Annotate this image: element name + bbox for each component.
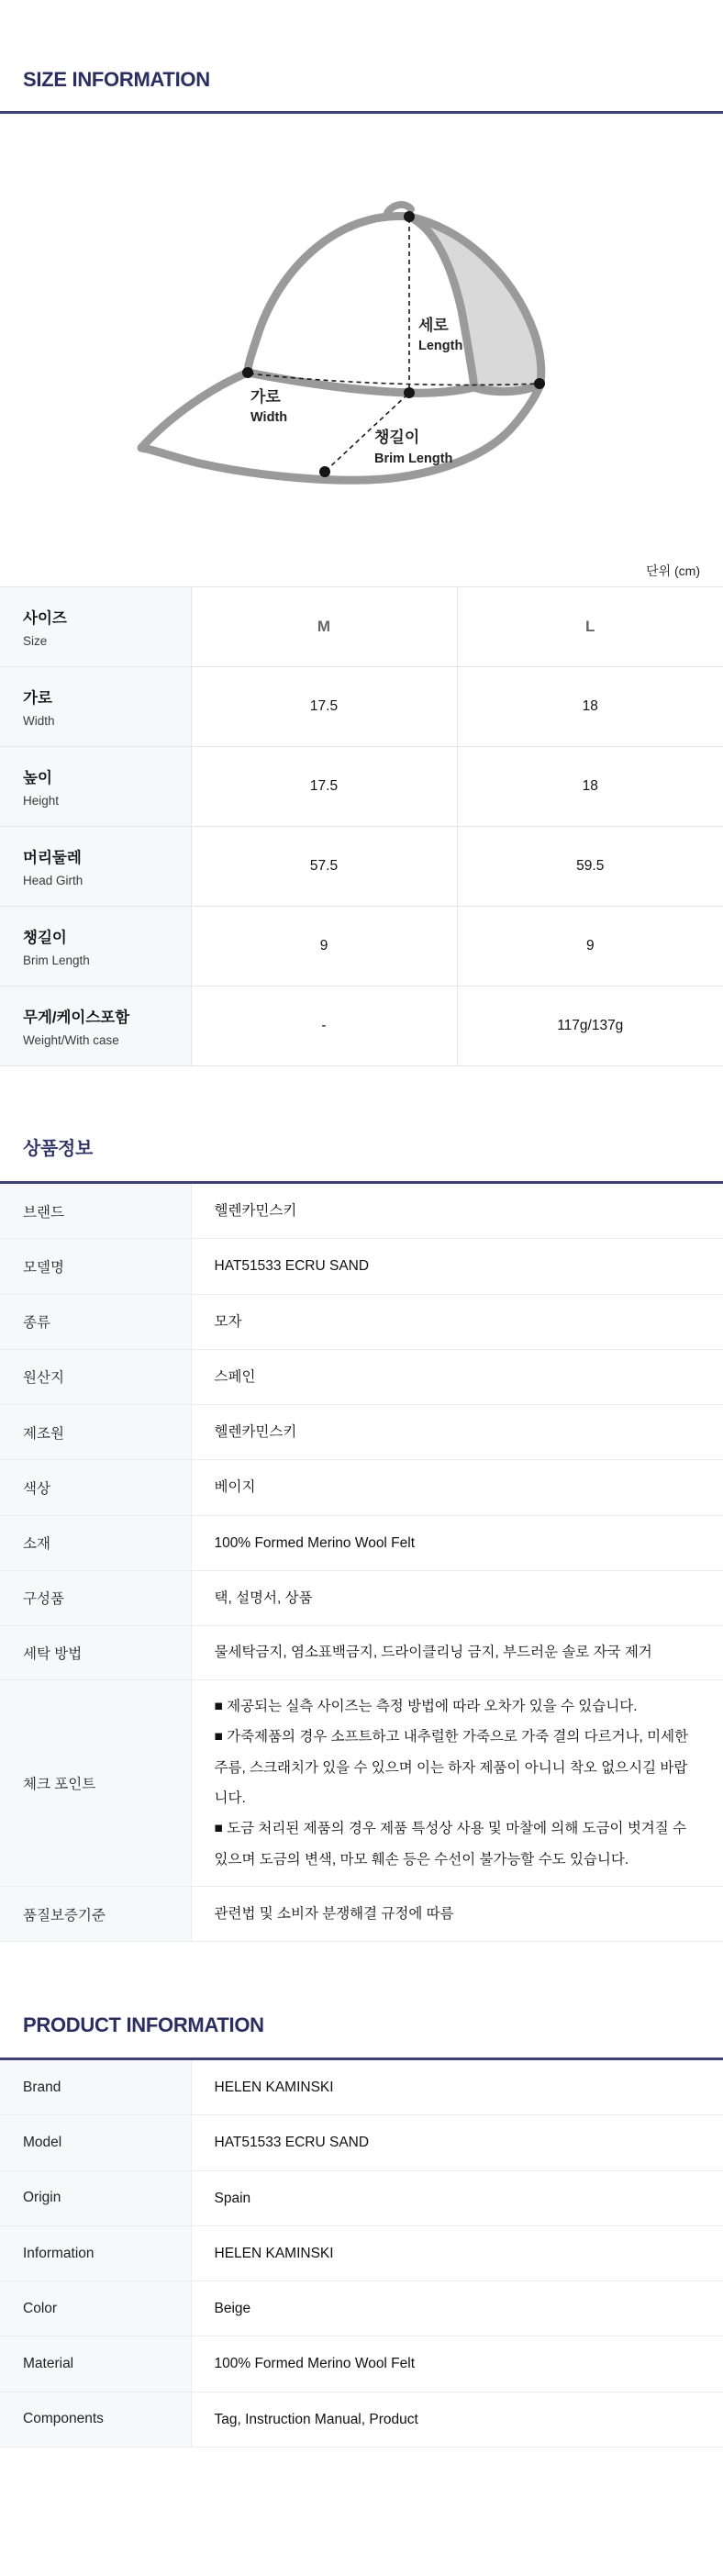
table-row (0, 1626, 723, 1680)
row-label (0, 907, 191, 987)
row-value: Beige (191, 2281, 723, 2336)
row-label-ko: 머리둘레 (23, 850, 82, 866)
row-value-l: 18 (457, 667, 723, 747)
table-row (0, 747, 723, 827)
row-value: HELEN KAMINSKI (191, 2060, 723, 2115)
row-label: Information (0, 2225, 191, 2280)
row-value-m: 17.5 (191, 667, 457, 747)
check-point-paragraph: ■ 도금 처리된 제품의 경우 제품 특성상 사용 및 마찰에 의해 도금이 벗겨질 수 있으며 도금의 변색, 마모 훼손 등은 수선이 불가능할 수도 있습니다. (214, 1821, 687, 1868)
table-row (0, 2281, 723, 2336)
table-row (0, 827, 723, 907)
cap-measurement-diagram (0, 152, 723, 551)
row-value-l: 59.5 (457, 827, 723, 907)
row-value: 헬렌카민스키 (191, 1405, 723, 1460)
table-row (0, 2115, 723, 2170)
row-label: Color (0, 2281, 191, 2336)
row-value: Spain (191, 2170, 723, 2225)
diagram-label-width-en: Width (250, 410, 288, 425)
row-label-en: Width (23, 714, 55, 728)
row-label: 체크 포인트 (0, 1680, 191, 1887)
row-label: 구성품 (0, 1570, 191, 1625)
size-table (0, 586, 723, 1066)
row-label (0, 667, 191, 747)
product-info-en-table (0, 2060, 723, 2448)
diagram-label-width-ko: 가로 (250, 388, 281, 406)
row-value: 물세탁금지, 염소표백금지, 드라이클리닝 금지, 부드러운 솔로 자국 제거 (191, 1626, 723, 1680)
table-row (0, 1184, 723, 1239)
diagram-label-length-ko: 세로 (418, 317, 449, 334)
table-row (0, 1460, 723, 1515)
row-value: 택, 설명서, 상품 (191, 1570, 723, 1625)
row-label (0, 587, 191, 667)
row-label: Model (0, 2115, 191, 2170)
table-row (0, 2336, 723, 2392)
table-row (0, 2060, 723, 2115)
table-row (0, 2392, 723, 2447)
row-value-m: 9 (191, 907, 457, 987)
table-row (0, 987, 723, 1066)
row-label: Components (0, 2392, 191, 2447)
row-value: 100% Formed Merino Wool Felt (191, 2336, 723, 2392)
table-row (0, 1294, 723, 1349)
table-row (0, 2225, 723, 2280)
row-value-m: 57.5 (191, 827, 457, 907)
measure-dot-top (404, 211, 415, 222)
row-value: HELEN KAMINSKI (191, 2225, 723, 2280)
table-row (0, 587, 723, 667)
row-label-ko: 무게/케이스포함 (23, 1009, 130, 1026)
row-value: 100% Formed Merino Wool Felt (191, 1515, 723, 1570)
row-label (0, 747, 191, 827)
check-point-paragraph: ■ 가죽제품의 경우 소프트하고 내추럴한 가죽으로 가죽 결의 다르거나, 미세한 주름, 스크래치가 있을 수 있으며 이는 하자 제품이 아니니 착오 없으시길 바랍니다. (214, 1729, 689, 1806)
row-value: 관련법 및 소비자 분쟁해결 규정에 따름 (191, 1886, 723, 1941)
row-label: 원산지 (0, 1349, 191, 1404)
row-value: Tag, Instruction Manual, Product (191, 2392, 723, 2447)
measure-dot-left (242, 367, 253, 378)
row-value-l: 9 (457, 907, 723, 987)
table-row (0, 2170, 723, 2225)
row-label: 종류 (0, 1294, 191, 1349)
table-row (0, 907, 723, 987)
row-label-en: Head Girth (23, 874, 83, 887)
cap-back-panel-shape (409, 217, 541, 392)
measure-dot-brim (319, 466, 330, 477)
row-label: Material (0, 2336, 191, 2392)
row-label (0, 987, 191, 1066)
table-row (0, 1405, 723, 1460)
row-value: 스페인 (191, 1349, 723, 1404)
cap-crown-outline (248, 216, 409, 373)
row-label: 제조원 (0, 1405, 191, 1460)
column-header-l: L (457, 587, 723, 667)
bottom-spacer (0, 2448, 723, 2512)
row-value (191, 1680, 723, 1887)
row-label: 품질보증기준 (0, 1886, 191, 1941)
row-value: HAT51533 ECRU SAND (191, 2115, 723, 2170)
row-label: 브랜드 (0, 1184, 191, 1239)
column-header-m: M (191, 587, 457, 667)
row-label: Brand (0, 2060, 191, 2115)
row-label: 색상 (0, 1460, 191, 1515)
check-point-paragraph: ■ 제공되는 실측 사이즈는 측정 방법에 따라 오차가 있을 수 있습니다. (214, 1699, 638, 1714)
product-info-en-title: PRODUCT INFORMATION (23, 2013, 264, 2037)
diagram-label-brim-ko: 챙길이 (374, 429, 420, 446)
section-divider (0, 111, 723, 114)
row-value: 헬렌카민스키 (191, 1184, 723, 1239)
row-value-l: 117g/137g (457, 987, 723, 1066)
row-label: Origin (0, 2170, 191, 2225)
row-value-m: - (191, 987, 457, 1066)
product-info-ko-table (0, 1184, 723, 1942)
table-row (0, 1570, 723, 1625)
row-label: 소재 (0, 1515, 191, 1570)
table-row (0, 1515, 723, 1570)
row-label-ko: 챙길이 (23, 930, 67, 946)
row-label: 모델명 (0, 1239, 191, 1294)
row-label: 세탁 방법 (0, 1626, 191, 1680)
row-label-en: Brim Length (23, 953, 90, 967)
row-value: HAT51533 ECRU SAND (191, 1239, 723, 1294)
row-value: 모자 (191, 1294, 723, 1349)
row-label-ko: 사이즈 (23, 610, 67, 627)
row-value-m: 17.5 (191, 747, 457, 827)
measure-dot-right (534, 378, 545, 389)
row-label-en: Size (23, 634, 48, 648)
diagram-label-length-en: Length (418, 339, 463, 353)
diagram-label-brim-en: Brim Length (374, 452, 453, 466)
measure-dot-front (404, 387, 415, 398)
row-label-ko: 가로 (23, 690, 52, 707)
table-row (0, 1680, 723, 1887)
unit-note: 단위 (cm) (646, 563, 700, 578)
row-label-ko: 높이 (23, 770, 52, 786)
table-row (0, 1886, 723, 1941)
row-label (0, 827, 191, 907)
table-row (0, 1349, 723, 1404)
size-information-title: SIZE INFORMATION (23, 68, 210, 91)
row-value: 베이지 (191, 1460, 723, 1515)
product-info-ko-title: 상품정보 (23, 1139, 94, 1159)
row-value-l: 18 (457, 747, 723, 827)
row-label-en: Height (23, 794, 60, 808)
table-row (0, 667, 723, 747)
table-row (0, 1239, 723, 1294)
row-label-en: Weight/With case (23, 1033, 119, 1047)
cap-diagram-svg (116, 152, 611, 547)
